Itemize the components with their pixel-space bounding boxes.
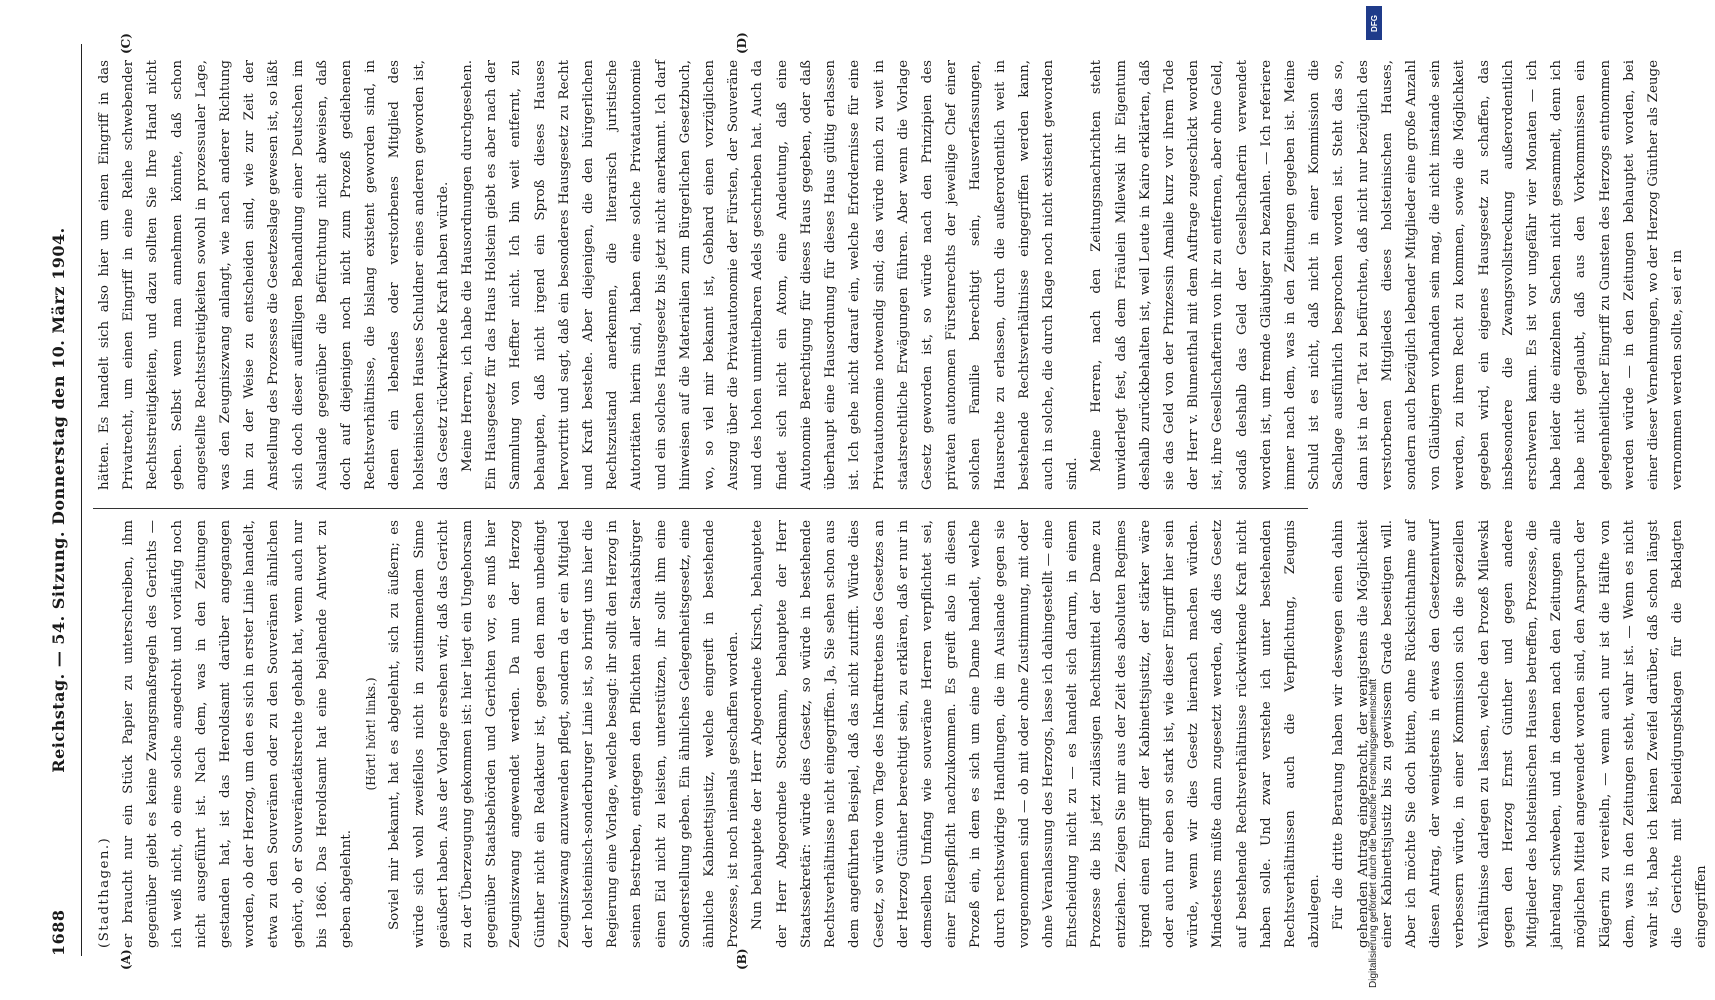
right-paragraph-1: hätten. Es handelt sich also hier um einen Eingriff in das Privatrecht, um einen Eingriff in eine Reihe schwebender Rechtsstreitigkeiten, und dazu sollten Sie Ihre Hand nicht geben. Selbst wenn man annehmen könnte, daß schon angestellte Rechtsstreitigkeiten sowohl in prozessualer Lage, was den Zeugniszwang anlangt, wie nach anderer Richtung hin zu der Weise zu entscheiden sind, wie zur Zeit der Anstellung des Prozesses die Gesetzeslage gewesen ist, so läßt sich doch dieser auffälligen Behandlung einer Deutschen im Auslande gegenüber die Befürchtung nicht abweisen, daß doch auf diejenigen noch nicht zum Prozeß gediehenen Rechtsverhältnisse, die bislang existent geworden sind, in denen ein lebendes oder verstorbenes Mitglied des holsteinischen Hauses Schuldner eines anderen geworden ist, das Gesetz rückwirkende Kraft haben würde.: [97, 60, 451, 490]
digitization-credit: [1367, 8, 1381, 988]
left-paragraph-3: Nun behauptete der Herr Abgeordnete Kirsch, behauptete der Herr Abgeordnete Stockmann, behauptete der Herr Staatssekretär: würde dies Gesetz, so würde in bestehende Rechtsverhältnisse nicht eingegriffen. Ja, Sie sehen schon aus dem angeführten Beispiel, daß das nicht zutrifft. Würde dies Gesetz, so würde vom Tage des Inkrafttretens des Gesetzes an der Herzog Günther berechtigt sein, zu erklären, daß er nur in demselben Umfang wie souveräne Herren verpflichtet sei, einer Eidespflicht nachzukommen. Es greift also in diesen Prozeß ein, in dem es sich um eine Dame handelt, welche durch rechtswidrige Handlungen, die im Auslande gegen sie vorgenommen sind — ob mit oder ohne Zustimmung, mit oder ohne Veranlassung des Herzogs, lasse ich dahingestellt — eine Entscheidung nicht zu — es handelt sich darum, in einem Prozesse die bis jetzt zulässigen Rechtsmittel der Dame zu entziehen. Zeigen Sie mir aus der Zeit des absoluten Regimes irgend einen Eingriff der Kabinettsjustiz, der stärker wäre oder auch nur eben so stark ist, wie dieser Eingriff hier sein würde, wenn wir dies Gesetz hiernach machen würden. Mindestens müßte dann zugesetzt werden, daß dies Gesetz auf bestehende Rechtsverhältnisse rückwirkende Kraft nicht haben solle. Und zwar verstehe ich unter bestehenden Rechtsverhältnissen auch die Verpflichtung, Zeugnis abzulegen.: [750, 520, 1323, 948]
margin-letter-a: (A): [119, 949, 133, 970]
digitization-credit-text: Digitalisierung gefördert durch die Deutsche Forschungsgemeinschaft: [1368, 678, 1379, 988]
left-paragraph-2: Soviel mir bekannt, hat es abgelehnt, sich zu äußern; es würde sich wohl zweifellos nicht in zustimmendem Sinne geäußert haben. Aus der Vorlage ersehen wir, daß das Gericht zu der Überzeugung gekommen ist: hier liegt ein Ungehorsam gegenüber Staatsbehörden und Gerichten vor, es muß hier Zeugniszwang angewendet werden. Da nun der Herzog Günther nicht ein Redakteur ist, gegen den man unbedingt Zeugniszwang anzuwenden pflegt, sondern da er ein Mitglied der holsteinisch-sonderburger Linie ist, so bringt uns hier die Regierung eine Vorlage, welche besagt: ihr sollt den Herzog in seinen Bestreben, entgegen den Pflichten aller Staatsbürger einen Eid nicht zu leisten, unterstützen, ihr sollt ihm eine Sonderstellung geben. Ein ähnliches Gelegenheitsgesetz, eine ähnliche Kabinettsjustiz, welche eingreift in bestehende Prozesse, ist noch niemals geschaffen worden.: [387, 520, 742, 948]
dfg-logo: DFG: [1366, 6, 1382, 40]
margin-letter-c: (C): [119, 33, 133, 54]
page-number: 1688: [48, 909, 68, 956]
column-divider: [93, 508, 1308, 509]
left-paragraph-4: Für die dritte Beratung haben wir deswegen einen dahin gehenden Antrag eingebracht, der wenigstens die Möglichkeit einer Kabinettsjustiz bis zu gewissem Grade beseitigen will. Aber ich möchte Sie doch bitten, ohne Rücksichtnahme auf diesen Antrag, der wenigstens in etwas den Gesetzentwurf verbessern würde, in einer Kommission sich die speziellen Verhältnisse darlegen zu lassen, welche den Prozeß Milewski gegen den Herzog Ernst Günther und gegen andere Mitglieder des holsteinischen Hauses betreffen, Prozesse, die jahrelang schweben, und in denen nach den Zeitungen alle möglichen Mittel angewendet worden sind, den Anspruch der Klägerin zu vereiteln, — wenn auch nur ist die Hälfte von dem, was in den Zeitungen steht, wahr ist. — Wenn es nicht wahr ist, habe ich keinen Zweifel darüber, daß schon längst die Gerichte mit Beleidigungsklagen für die Beklagten eingegriffen: [1331, 520, 1710, 948]
left-interjection: (Hört! hört! links.): [364, 677, 379, 791]
right-paragraph-2: Meine Herren, ich habe die Hausordnungen durchgesehen. Ein Hausgesetz für das Haus Holstein giebt es aber nach der Sammlung von Heffter nicht. Ich bin weit entfernt, zu behaupten, daß nicht irgend ein Sproß dieses Hauses hervortritt und sagt, daß ein besonderes Hausgesetz zu Recht und Kraft bestehe. Aber diejenigen, die den bürgerlichen Rechtszustand anerkennen, die literarisch juristische Autoritäten hierin sind, haben eine solche Privatautonomie und ein solches Hausgesetz bis jetzt nicht anerkannt. Ich darf hinweisen auf die Materialien zum Bürgerlichen Gesetzbuch, wo, so viel mir bekannt ist, Gebhard einen vorzüglichen Auszug über die Privatautonomie der Fürsten, der Souveräne und des hohen unmittelbaren Adels geschrieben hat. Auch da findet sich nicht ein Atom, eine Andeutung, daß eine Autonomie Berechtigung für dieses Haus gegeben, oder daß überhaupt eine Hausordnung für dieses Haus gültig erlassen ist. Ich gehe nicht darauf ein, welche Erfordernisse für eine Privatautonomie notwendig sind; das würde mich zu weit in staatsrechtliche Erwägungen führen. Aber wenn die Vorlage Gesetz geworden ist, so würde nach den Prinzipien des privaten autonomen Fürstenrechts der jeweilige Chef einer solchen Familie berechtigt sein, Hausverfassungen, Hausrechte zu erlassen, durch die außerordentlich weit in bestehende Rechtsverhältnisse eingegriffen werden kann, auch in solche, die durch Klage noch nicht existent geworden sind.: [460, 60, 1081, 490]
margin-letter-b: (B): [735, 948, 749, 970]
left-paragraph-1: er braucht nur ein Stück Papier zu unterschreiben, ihm gegenüber giebt es keine Zwangsmaßregeln des Gerichts — ich weiß nicht, ob eine solche angedroht und vorläufig noch nicht ausgeführt ist. Nach dem, was in den Zeitungen gestanden hat, ist das Heroldsamt darüber angegangen worden, ob der Herzog, um den es sich in erster Linie handelt, etwa zu den Souveränen oder zu den Souveränen ähnlichen gehört, ob er Souveränetätsrechte gehabt hat, wenn auch nur bis 1866. Das Heroldsamt hat eine bejahende Antwort zu geben abgelehnt.: [121, 520, 355, 948]
running-head: [35, 44, 82, 956]
right-text-column: [93, 60, 1686, 490]
speaker-label: (Stadthagen.): [97, 836, 112, 948]
right-paragraph-3: Meine Herren, nach den Zeitungsnachrichten steht unwiderlegt fest, daß dem Fräulein Milewski ihr Eigentum deshalb zurückbehalten ist, weil Leute in Kairo erklärten, daß sie das Geld von der Prinzessin Amalie kurz vor ihrem Tode der Herr v. Blumenthal mit dem Auftrage zugeschickt worden ist, ihre Gesellschafterin von ihr zu entfernen, aber ohne Geld, sodaß deshalb das Geld der Gesellschafterin verwendet worden ist, um fremde Gläubiger zu bezahlen. — Ich referiere immer nach dem, was in den Zeitungen gegeben ist. Meine Schuld ist es nicht, daß nicht in einer Kommission die Sachlage ausführlich besprochen worden ist. Steht das so, dann ist in der Tat zu befürchten, daß nicht nur bezüglich des verstorbenen Mitgliedes dieses holsteinischen Hauses, sondern auch bezüglich lebender Mitglieder eine große Anzahl von Gläubigern vorhanden sein mag, die nicht imstande sein werden, zu ihrem Recht zu kommen, sowie die Möglichkeit gegeben wird, ein eigenes Hausgesetz zu schaffen, das insbesondere die Zwangsvollstreckung außerordentlich erschweren kann. Es ist vor ungefähr vier Monaten — ich habe leider die einzelnen Sachen nicht gesammelt, denn ich habe nicht geglaubt, daß aus den Vorkommnissen ein gelegenheitlicher Eingriff zu Gunsten des Herzogs entnommen werden würde — in den Zeitungen behauptet worden, bei einer dieser Vernehmungen, wo der Herzog Günther als Zeuge vernommen werden sollte, sei er in: [1089, 60, 1686, 490]
page-header-title: Reichstag. — 54. Sitzung. Donnerstag den 10. März 1904.: [48, 227, 68, 773]
margin-letter-d: (D): [735, 32, 749, 54]
